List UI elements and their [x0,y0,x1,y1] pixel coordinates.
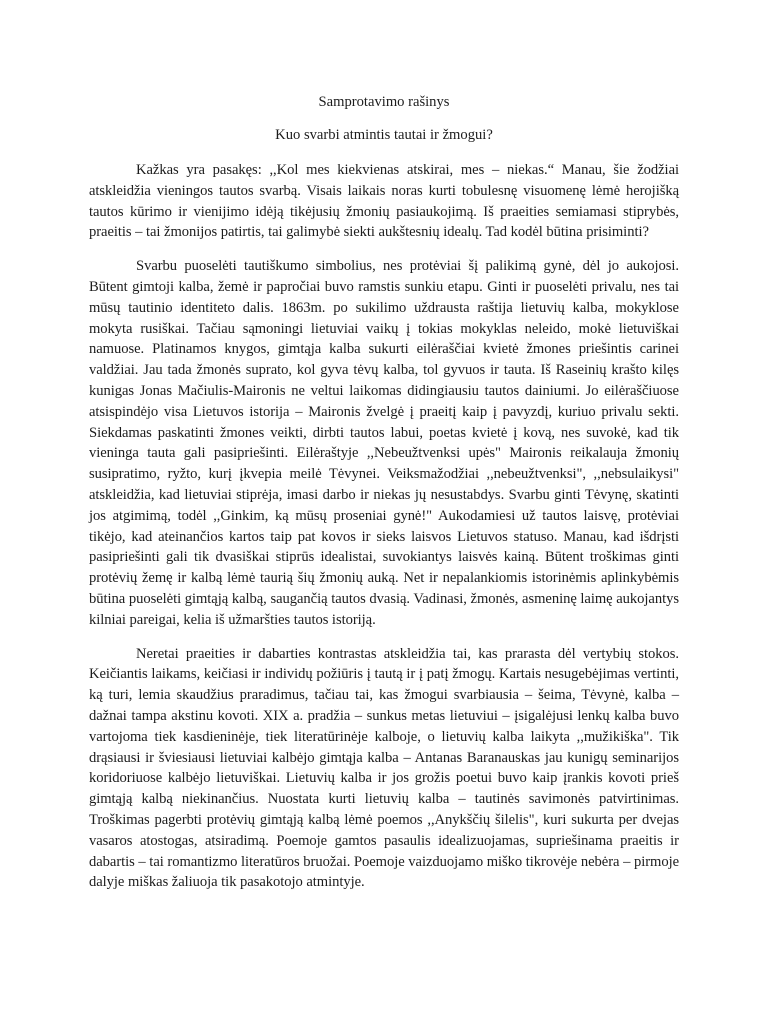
paragraph-argument-2: Neretai praeities ir dabarties kontrastas atskleidžia tai, kas prarasta dėl vertybių stokos. Keičiantis laikams, keičiasi ir individų požiūris į tautą ir į patį žmogų. Kartais nesugebėjimas vertinti, ką turi, lemia skaudžius praradimus, tačiau tai, kas žmogui svarbiausia – šeima, Tėvynė, kalba – dažnai tampa akstinu kovoti. XIX a. pradžia – sunkus metas lietuviui – įsigalėjusi lenkų kalba buvo vartojoma tiek kasdieninėje, tiek literatūrinėje kalboje, o lietuvių kalba laikyta ,,mužikiška". Tik drąsiausi ir šviesiausi lietuviai kalbėjo gimtąja kalba – Antanas Baranauskas jau kunigų seminarijos koridoriuose kalbėjo lietuviškai. Lietuvių kalba ir jos grožis poetui buvo kaip įrankis kovoti prieš gimtąją kalbą niekinančius. Nuostata kurti lietuvių kalba – tautinės savimonės patvirtinimas. Troškimas pagerbti protėvių gimtąją kalbą lėmė poemos ,,Anykščių šilelis", kuri sukurta per dvejas vasaros atostogas, atsiradimą. Poemoje gamtos pasaulis idealizuojamas, supriešinama praeitis ir dabartis – tai romantizmo literatūros bruožai. Poemoje vaizduojamo miško tikrovėje nebėra – pirmoje dalyje miškas žaliuoja tik pasakotojo atmintyje. [89,645,679,891]
essay-body [89,160,679,906]
document-title: Samprotavimo rašinys [318,94,450,110]
paragraph-introduction: Kažkas yra pasakęs: ,,Kol mes kiekvienas atskirai, mes – niekas.“ Manau, šie žodžiai atskleidžia vieningos tautos svarbą. Visais laikais noras kurti tobulesnę visuomenę lėmė herojišką tautos kūrimo ir vienijimo idėją tikėjusių žmonių pasiaukojimą. Iš praeities semiamasi stiprybės, praeitis – tai žmonijos patirtis, tai galimybė siekti aukštesnių idealų. Tad kodėl būtina prisiminti? [89,162,679,241]
paragraph-argument-1: Svarbu puoselėti tautiškumo simbolius, nes protėviai šį palikimą gynė, dėl jo aukojosi. Būtent gimtoji kalba, žemė ir papročiai buvo ramstis sunkiu etapu. Ginti ir puoselėti privalu, nes tai mūsų tautinio identiteto dalis. 1863m. po sukilimo uždrausta raštija lietuvių kalba, mokyklose mokyta rusiškai. Tačiau sąmoningi lietuviai vaikų į tokias mokyklas neleido, mokė lietuviškai namuose. Platinamos knygos, gimtąja kalba sukurti eilėraščiai kvietė žmones priešintis carinei valdžiai. Jau tada žmonės suprato, kol gyva tėvų kalba, tol gyvuos ir tauta. Iš Raseinių krašto kilęs kunigas Jonas Mačiulis-Maironis ne veltui laikomas didingiausiu tautos dainiumi. Jo eilėraščiuose atsispindėjo visa Lietuvos istorija – Maironis žvelgė į praeitį kaip į pavyzdį, kuriuo privalu sekti. Siekdamas paskatinti žmones veikti, dirbti tautos labui, poetas kvietė į kovą, nes suvokė, kad tik vieninga tauta gali pasipriešinti. Eilėraštyje ,,Nebeužtvenksi upės" Maironis reikalauja žmonių susipratimo, ryžto, kurį įkvepia meilė Tėvynei. Veiksmažodžiai ,,nebeužtvenksi", ,,nebsulaikysi" atskleidžia, kad lietuviai stiprėja, imasi darbo ir niekas jų nesustabdys. Svarbu ginti Tėvynę, skatinti jos atgimimą, todėl ,,Ginkim, ką mūsų proseniai gynė!" Aukodamiesi už tautos laisvę, protėviai tikėjo, kad ateinančios kartos taip pat kovos ir sieks laisvos Lietuvos statuso. Manau, kad išdrįsti pasipriešinti gali tik dvasiškai stiprūs idealistai, suvokiantys laisvės kainą. Būtent troškimas ginti protėvių žemę ir kalbą lėmė taurią šių žmonių auką. Net ir nepalankiomis istorinėmis aplinkybėmis būtina puoselėti gimtąją kalbą, saugančią tautos dvasią. Vadinasi, žmonės, asmeninę laimę aukojantys kilniai pareigai, kelia iš užmaršties tautos istoriją. [89,258,679,628]
document-subtitle: Kuo svarbi atmintis tautai ir žmogui? [275,127,493,143]
